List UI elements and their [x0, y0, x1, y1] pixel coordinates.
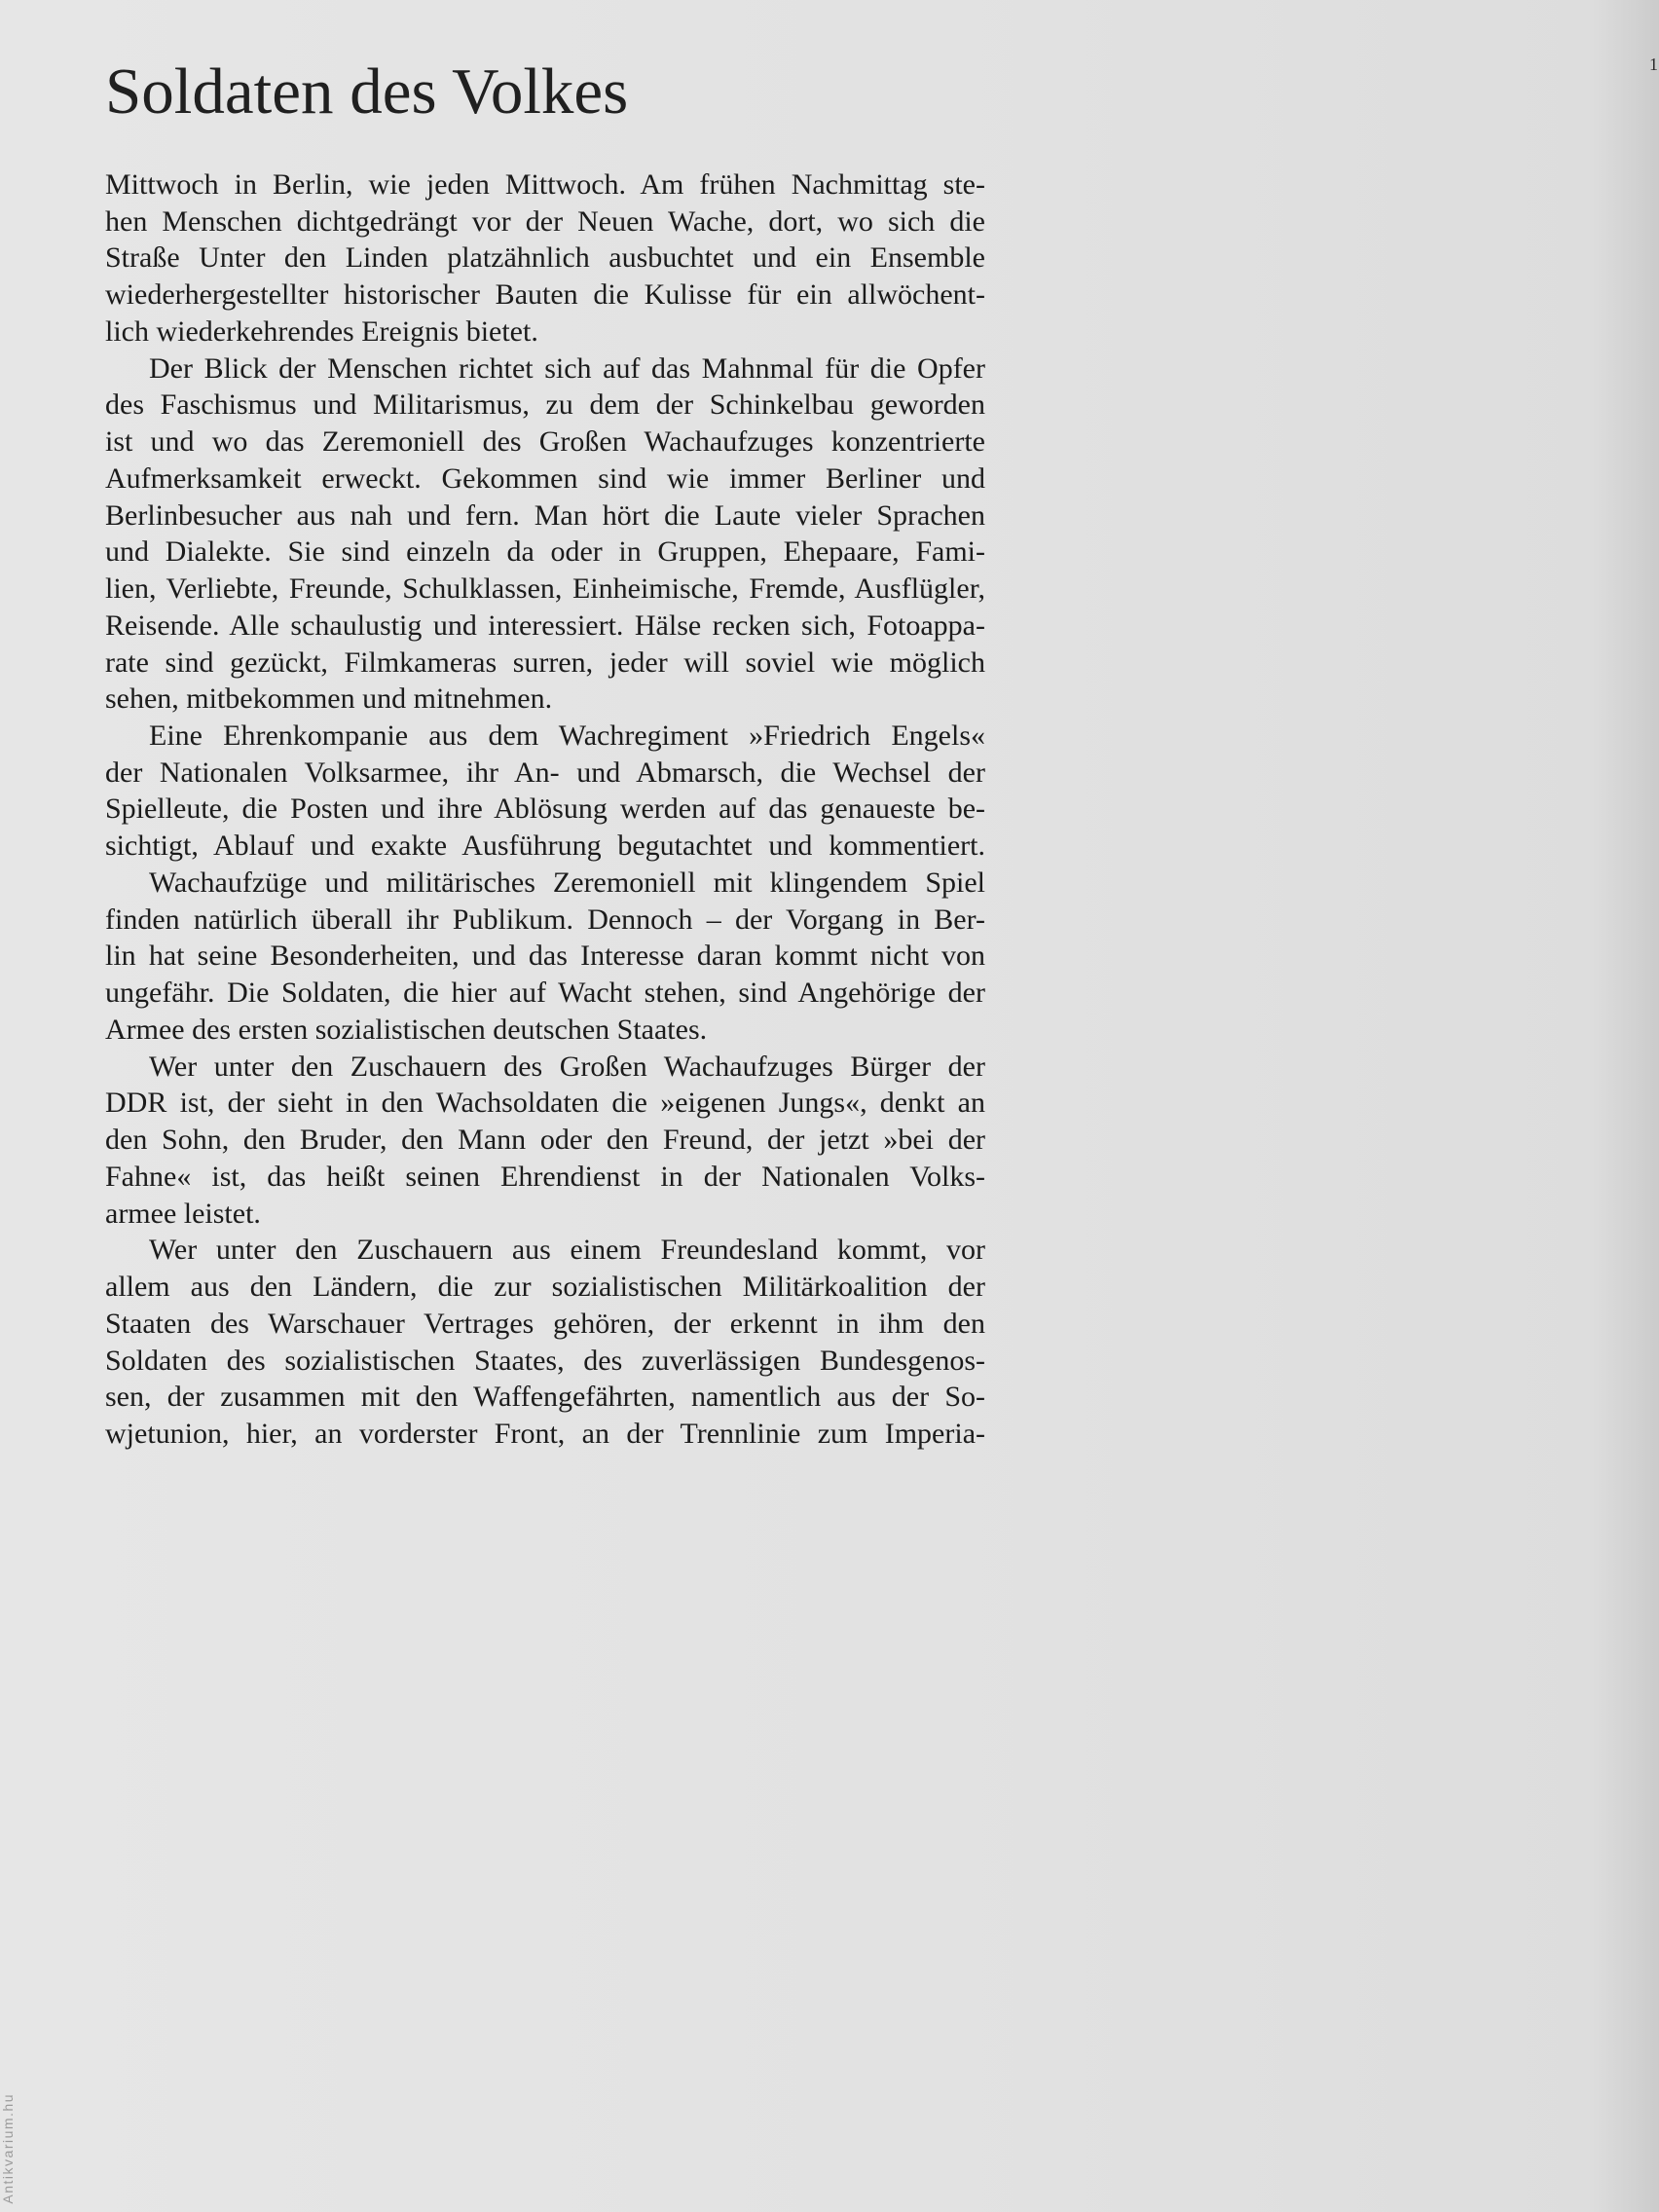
text-line: Staaten des Warschauer Vertrages gehören, der erkennt in ihm den: [105, 1307, 985, 1340]
text-line: Straße Unter den Linden platzähnlich ausbuchtet und ein Ensemble: [105, 241, 985, 275]
text-line: Berlinbesucher aus nah und fern. Man hört die Laute vieler Sprachen: [105, 498, 985, 532]
text-line: den Sohn, den Bruder, den Mann oder den Freund, der jetzt »bei der: [105, 1124, 985, 1157]
text-line: lien, Verliebte, Freunde, Schulklassen, Einheimische, Fremde, Ausflügler,: [105, 572, 985, 606]
paragraph: [105, 865, 985, 1049]
text-line: Der Blick der Menschen richtet sich auf das Mahnmal für die Opfer: [149, 351, 985, 385]
text-line: Soldaten des sozialistischen Staates, des zuverlässigen Bundesgenos-: [105, 1344, 985, 1377]
text-line: ungefähr. Die Soldaten, die hier auf Wacht stehen, sind Angehörige der: [105, 977, 985, 1010]
text-line: sehen, mitbekommen und mitnehmen.: [105, 682, 553, 716]
paragraph: [105, 1232, 985, 1452]
text-line: sichtigt, Ablauf und exakte Ausführung begutachtet und kommentiert.: [105, 830, 985, 863]
text-line: Reisende. Alle schaulustig und interessiert. Hälse recken sich, Fotoappa-: [105, 608, 985, 642]
text-line: lich wiederkehrendes Ereignis bietet.: [105, 314, 538, 348]
text-line: des Faschismus und Militarismus, zu dem der Schinkelbau geworden: [105, 388, 985, 422]
text-line: Wachaufzüge und militärisches Zeremoniell mit klingendem Spiel: [149, 866, 985, 899]
watermark: Antikvarium.hu: [0, 2093, 16, 2204]
paragraph: [105, 166, 985, 350]
text-line: DDR ist, der sieht in den Wachsoldaten die »eigenen Jungs«, denkt an: [105, 1087, 985, 1120]
text-line: allem aus den Ländern, die zur sozialistischen Militärkoalition der: [105, 1271, 985, 1304]
paragraph: [105, 350, 985, 718]
text-line: Mittwoch in Berlin, wie jeden Mittwoch. Am frühen Nachmittag ste-: [105, 168, 985, 201]
text-line: rate sind gezückt, Filmkameras surren, jeder will soviel wie möglich: [105, 645, 985, 679]
text-line: Armee des ersten sozialistischen deutschen Staates.: [105, 1013, 708, 1046]
text-line: und Dialekte. Sie sind einzeln da oder in Gruppen, Ehepaare, Fami-: [105, 535, 985, 569]
text-line: wjetunion, hier, an vorderster Front, an der Trennlinie zum Imperia-: [105, 1417, 985, 1450]
text-line: Wer unter den Zuschauern aus einem Freundesland kommt, vor: [149, 1234, 985, 1267]
text-line: Fahne« ist, das heißt seinen Ehrendienst in der Nationalen Volks-: [105, 1160, 985, 1193]
paragraph: [105, 718, 985, 865]
text-line: wiederhergestellter historischer Bauten die Kulisse für ein allwöchent-: [105, 278, 985, 312]
text-line: sen, der zusammen mit den Waffengefährten, namentlich aus der So-: [105, 1381, 985, 1414]
text-line: der Nationalen Volksarmee, ihr An- und Abmarsch, die Wechsel der: [105, 756, 985, 789]
text-line: armee leistet.: [105, 1197, 261, 1230]
text-line: finden natürlich überall ihr Publikum. Dennoch – der Vorgang in Ber-: [105, 903, 985, 936]
page-number: 1: [1649, 55, 1658, 74]
chapter-title: Soldaten des Volkes: [105, 55, 629, 128]
text-line: lin hat seine Besonderheiten, und das Interesse daran kommt nicht von: [105, 940, 985, 973]
text-line: Wer unter den Zuschauern des Großen Wachaufzuges Bürger der: [149, 1050, 985, 1083]
text-line: Spielleute, die Posten und ihre Ablösung werden auf das genaueste be-: [105, 793, 985, 826]
text-line: ist und wo das Zeremoniell des Großen Wachaufzuges konzentrierte: [105, 425, 985, 459]
paragraph: [105, 1049, 985, 1233]
body-text: [105, 166, 985, 1453]
text-line: Aufmerksamkeit erweckt. Gekommen sind wie immer Berliner und: [105, 461, 985, 495]
text-line: hen Menschen dichtgedrängt vor der Neuen Wache, dort, wo sich die: [105, 204, 985, 238]
text-line: Eine Ehrenkompanie aus dem Wachregiment »Friedrich Engels«: [149, 719, 985, 753]
